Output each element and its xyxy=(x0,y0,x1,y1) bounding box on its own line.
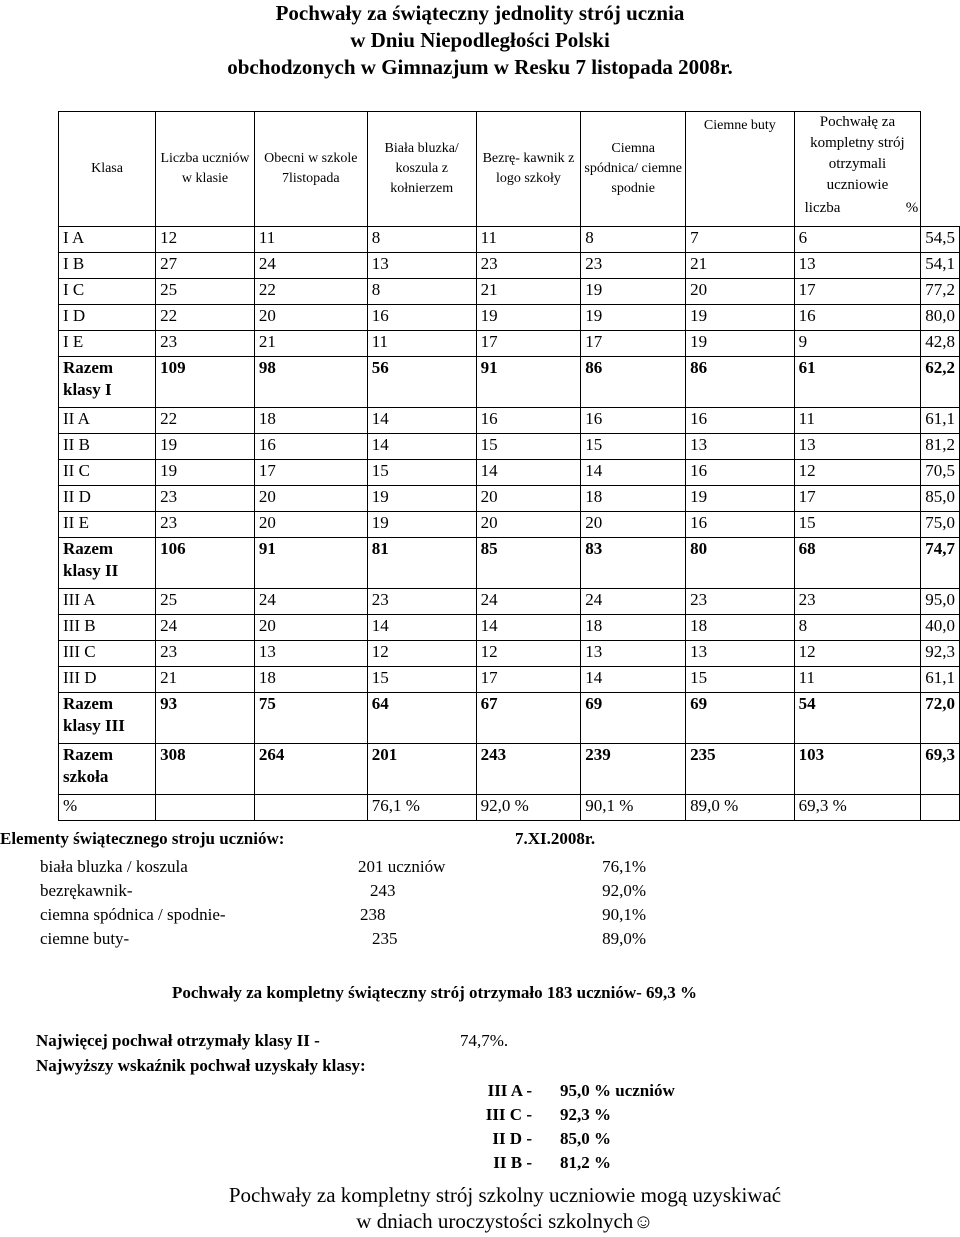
cell-klasa: III D xyxy=(59,667,156,693)
cell-value: 17 xyxy=(581,331,686,357)
cell-value: 12 xyxy=(476,641,581,667)
cell-value: 24 xyxy=(156,615,255,641)
table-row xyxy=(59,408,960,434)
cell-value: 6 xyxy=(794,227,921,253)
table-row xyxy=(59,460,960,486)
cell-value: 67 xyxy=(476,693,581,744)
element-percent: 92,0% xyxy=(602,881,646,900)
elements-heading: Elementy świątecznego stroju uczniów: xyxy=(0,829,285,848)
cell-value: 201 xyxy=(367,744,476,795)
element-name: bezrękawnik- xyxy=(40,881,133,900)
cell-value: 17 xyxy=(254,460,367,486)
cell-value: 91 xyxy=(476,357,581,408)
cell-value: 69 xyxy=(581,693,686,744)
element-count: 201 uczniów xyxy=(358,857,446,876)
cell-value: 13 xyxy=(686,434,795,460)
element-count: 235 xyxy=(372,929,398,948)
title-line-3: obchodzonych w Gimnazjum w Resku 7 listopada 2008r. xyxy=(227,55,733,79)
cell-value: 264 xyxy=(254,744,367,795)
cell-value: 18 xyxy=(686,615,795,641)
header-liczba: Liczba uczniów w klasie xyxy=(156,112,255,227)
highest-value: 81,2 % xyxy=(560,1153,611,1172)
cell-percent: 74,7 xyxy=(921,538,960,589)
table-row xyxy=(59,615,960,641)
cell-value: 19 xyxy=(686,486,795,512)
cell-value: 85 xyxy=(476,538,581,589)
cell-value: 25 xyxy=(156,279,255,305)
cell-klasa: II C xyxy=(59,460,156,486)
cell-value: 20 xyxy=(254,305,367,331)
cell-value: 235 xyxy=(686,744,795,795)
cell-value: 16 xyxy=(254,434,367,460)
cell-value: 18 xyxy=(254,667,367,693)
cell-value: 239 xyxy=(581,744,686,795)
table-row xyxy=(59,279,960,305)
cell-value: 19 xyxy=(686,331,795,357)
highest-label: Najwyższy wskaźnik pochwał uzyskały klasy: xyxy=(36,1056,366,1075)
table-row xyxy=(59,641,960,667)
cell-value: 11 xyxy=(254,227,367,253)
table-row xyxy=(59,434,960,460)
cell-value: 86 xyxy=(581,357,686,408)
cell-value: 14 xyxy=(476,615,581,641)
cell-value: 243 xyxy=(476,744,581,795)
cell-value: 12 xyxy=(367,641,476,667)
element-name: biała bluzka / koszula xyxy=(40,857,188,876)
cell-value: 23 xyxy=(156,486,255,512)
footer-line-2-text: w dniach uroczystości szkolnych xyxy=(356,1209,634,1233)
cell-value: 98 xyxy=(254,357,367,408)
cell-value: 24 xyxy=(254,589,367,615)
cell-klasa: II B xyxy=(59,434,156,460)
most-label: Najwięcej pochwał otrzymały klasy II - xyxy=(36,1031,320,1050)
cell-value: 23 xyxy=(794,589,921,615)
cell-klasa: II A xyxy=(59,408,156,434)
cell-percent-value: 89,0 % xyxy=(686,795,795,821)
cell-value: 13 xyxy=(794,434,921,460)
cell-percent: 54,5 xyxy=(921,227,960,253)
cell-value: 23 xyxy=(156,512,255,538)
cell-value: 86 xyxy=(686,357,795,408)
cell-klasa: Razem klasy I xyxy=(59,357,156,408)
table-summary-row xyxy=(59,744,960,795)
cell-value: 61 xyxy=(794,357,921,408)
cell-value: 16 xyxy=(581,408,686,434)
header-pct-sub: % xyxy=(905,200,919,216)
cell-value: 16 xyxy=(686,408,795,434)
cell-percent: 62,2 xyxy=(921,357,960,408)
cell-value: 15 xyxy=(476,434,581,460)
cell-value: 17 xyxy=(794,279,921,305)
highest-value: 85,0 % xyxy=(560,1129,611,1148)
cell-value: 14 xyxy=(581,667,686,693)
table-row xyxy=(59,253,960,279)
cell-percent-value: 76,1 % xyxy=(367,795,476,821)
cell-value: 16 xyxy=(367,305,476,331)
title-line-1: Pochwały za świąteczny jednolity strój ucznia xyxy=(275,1,685,25)
cell-value: 11 xyxy=(794,408,921,434)
cell-value: 18 xyxy=(254,408,367,434)
cell-value: 20 xyxy=(686,279,795,305)
cell-value: 69 xyxy=(686,693,795,744)
cell-value: 20 xyxy=(476,512,581,538)
cell-value: 15 xyxy=(686,667,795,693)
cell-value: 15 xyxy=(794,512,921,538)
element-name: ciemne buty- xyxy=(40,929,130,948)
cell-klasa: I D xyxy=(59,305,156,331)
cell-value: 14 xyxy=(367,615,476,641)
cell-value: 8 xyxy=(581,227,686,253)
cell-value: 24 xyxy=(476,589,581,615)
highest-class: III C - xyxy=(485,1105,532,1124)
header-spodnica: Ciemna spódnica/ ciemne spodnie xyxy=(581,112,686,227)
cell-klasa: I E xyxy=(59,331,156,357)
cell-value: 68 xyxy=(794,538,921,589)
cell-value: 19 xyxy=(581,305,686,331)
table-row xyxy=(59,667,960,693)
cell-klasa: Razem klasy III xyxy=(59,693,156,744)
cell-value: 8 xyxy=(367,279,476,305)
element-percent: 90,1% xyxy=(602,905,646,924)
footer-line-1: Pochwały za kompletny strój szkolny uczniowie mogą uzyskiwać xyxy=(228,1183,782,1207)
cell-value: 14 xyxy=(367,434,476,460)
cell-percent: 54,1 xyxy=(921,253,960,279)
summary-text: Pochwały za kompletny świąteczny strój otrzymało 183 uczniów- 69,3 % xyxy=(172,983,698,1002)
elements-date: 7.XI.2008r. xyxy=(515,829,596,848)
cell-value: 81 xyxy=(367,538,476,589)
cell-value: 11 xyxy=(476,227,581,253)
cell-value: 21 xyxy=(254,331,367,357)
header-pochwale-label: Pochwałę za kompletny strój otrzymali uczniowie xyxy=(810,114,905,193)
cell-value: 23 xyxy=(581,253,686,279)
cell-percent: 80,0 xyxy=(921,305,960,331)
cell-percent: 75,0 xyxy=(921,512,960,538)
cell-value: 24 xyxy=(254,253,367,279)
highest-value: 92,3 % xyxy=(560,1105,611,1124)
cell-value: 20 xyxy=(254,486,367,512)
cell-value: 103 xyxy=(794,744,921,795)
highest-class: III A - xyxy=(487,1081,532,1100)
cell-klasa: Razem szkoła xyxy=(59,744,156,795)
results-table xyxy=(58,111,960,821)
element-percent: 89,0% xyxy=(602,929,646,948)
cell-value: 20 xyxy=(254,615,367,641)
cell-value: 308 xyxy=(156,744,255,795)
cell-value: 20 xyxy=(581,512,686,538)
cell-percent: 81,2 xyxy=(921,434,960,460)
cell-percent-value xyxy=(156,795,255,821)
cell-value: 15 xyxy=(581,434,686,460)
element-name: ciemna spódnica / spodnie- xyxy=(40,905,226,924)
table-row xyxy=(59,486,960,512)
element-count: 238 xyxy=(360,905,386,924)
cell-klasa: III C xyxy=(59,641,156,667)
cell-value: 14 xyxy=(581,460,686,486)
table-row xyxy=(59,589,960,615)
cell-value: 19 xyxy=(581,279,686,305)
cell-value: 15 xyxy=(367,460,476,486)
cell-percent: 92,3 xyxy=(921,641,960,667)
cell-value: 7 xyxy=(686,227,795,253)
cell-value: 25 xyxy=(156,589,255,615)
cell-klasa: II E xyxy=(59,512,156,538)
cell-klasa: III B xyxy=(59,615,156,641)
table-header-row xyxy=(59,112,960,227)
cell-value: 64 xyxy=(367,693,476,744)
cell-value: 22 xyxy=(156,408,255,434)
cell-klasa: II D xyxy=(59,486,156,512)
cell-value: 18 xyxy=(581,615,686,641)
cell-percent: 42,8 xyxy=(921,331,960,357)
cell-klasa: III A xyxy=(59,589,156,615)
footer-line-2 xyxy=(0,1208,960,1235)
cell-value: 15 xyxy=(367,667,476,693)
cell-klasa: % xyxy=(59,795,156,821)
cell-value: 27 xyxy=(156,253,255,279)
cell-value: 23 xyxy=(686,589,795,615)
highest-class: II D - xyxy=(492,1129,532,1148)
most-value: 74,7%. xyxy=(460,1031,509,1050)
cell-value: 21 xyxy=(156,667,255,693)
smiley-icon: ☺ xyxy=(633,1211,654,1233)
cell-percent: 72,0 xyxy=(921,693,960,744)
cell-value: 106 xyxy=(156,538,255,589)
cell-value: 13 xyxy=(254,641,367,667)
cell-value: 19 xyxy=(156,434,255,460)
table-row xyxy=(59,305,960,331)
table-summary-row xyxy=(59,693,960,744)
cell-value: 54 xyxy=(794,693,921,744)
cell-value: 23 xyxy=(476,253,581,279)
cell-value: 23 xyxy=(367,589,476,615)
table-summary-row xyxy=(59,357,960,408)
cell-klasa: I B xyxy=(59,253,156,279)
cell-value: 23 xyxy=(156,331,255,357)
table-row xyxy=(59,331,960,357)
header-liczba-sub: liczba xyxy=(804,200,841,216)
cell-value: 19 xyxy=(686,305,795,331)
cell-value: 17 xyxy=(476,331,581,357)
cell-percent-value: 92,0 % xyxy=(476,795,581,821)
cell-value: 19 xyxy=(367,512,476,538)
cell-value: 8 xyxy=(367,227,476,253)
cell-value: 21 xyxy=(476,279,581,305)
cell-value: 14 xyxy=(476,460,581,486)
cell-value: 19 xyxy=(476,305,581,331)
cell-value: 9 xyxy=(794,331,921,357)
cell-value: 16 xyxy=(686,460,795,486)
cell-value: 23 xyxy=(156,641,255,667)
cell-value: 24 xyxy=(581,589,686,615)
table-summary-row xyxy=(59,538,960,589)
cell-value: 13 xyxy=(686,641,795,667)
cell-percent: 61,1 xyxy=(921,667,960,693)
highest-class: II B - xyxy=(493,1153,532,1172)
cell-value: 21 xyxy=(686,253,795,279)
cell-value: 14 xyxy=(367,408,476,434)
cell-value: 93 xyxy=(156,693,255,744)
cell-value: 16 xyxy=(686,512,795,538)
cell-value: 16 xyxy=(794,305,921,331)
element-percent: 76,1% xyxy=(602,857,646,876)
cell-percent: 85,0 xyxy=(921,486,960,512)
header-obecni: Obecni w szkole 7listopada xyxy=(254,112,367,227)
cell-value: 16 xyxy=(476,408,581,434)
cell-value: 13 xyxy=(794,253,921,279)
cell-value: 80 xyxy=(686,538,795,589)
cell-value: 91 xyxy=(254,538,367,589)
cell-value: 13 xyxy=(581,641,686,667)
cell-value: 83 xyxy=(581,538,686,589)
header-pochwale xyxy=(794,112,921,227)
cell-value: 19 xyxy=(156,460,255,486)
cell-value: 17 xyxy=(794,486,921,512)
cell-percent: 40,0 xyxy=(921,615,960,641)
cell-percent-value xyxy=(254,795,367,821)
header-buty: Ciemne buty xyxy=(686,112,795,227)
highest-value: 95,0 % uczniów xyxy=(560,1081,675,1100)
cell-value: 20 xyxy=(254,512,367,538)
cell-value: 12 xyxy=(794,460,921,486)
cell-percent: 61,1 xyxy=(921,408,960,434)
cell-percent: 77,2 xyxy=(921,279,960,305)
table-percent-row xyxy=(59,795,960,821)
cell-percent: 70,5 xyxy=(921,460,960,486)
cell-value: 109 xyxy=(156,357,255,408)
cell-value: 17 xyxy=(476,667,581,693)
cell-percent-value: 90,1 % xyxy=(581,795,686,821)
cell-klasa: I A xyxy=(59,227,156,253)
cell-value: 8 xyxy=(794,615,921,641)
cell-percent-value: 69,3 % xyxy=(794,795,921,821)
cell-klasa: Razem klasy II xyxy=(59,538,156,589)
cell-value: 19 xyxy=(367,486,476,512)
cell-percent: 95,0 xyxy=(921,589,960,615)
header-biala: Biała bluzka/ koszula z kołnierzem xyxy=(367,112,476,227)
cell-value: 20 xyxy=(476,486,581,512)
cell-value: 13 xyxy=(367,253,476,279)
cell-value: 56 xyxy=(367,357,476,408)
cell-percent-value xyxy=(921,795,960,821)
cell-value: 22 xyxy=(156,305,255,331)
cell-value: 18 xyxy=(581,486,686,512)
cell-value: 11 xyxy=(367,331,476,357)
cell-value: 12 xyxy=(156,227,255,253)
cell-value: 22 xyxy=(254,279,367,305)
header-klasa: Klasa xyxy=(59,112,156,227)
table-row xyxy=(59,227,960,253)
cell-value: 75 xyxy=(254,693,367,744)
element-count: 243 xyxy=(370,881,396,900)
title-line-2: w Dniu Niepodległości Polski xyxy=(350,28,610,52)
cell-value: 12 xyxy=(794,641,921,667)
table-row xyxy=(59,512,960,538)
cell-klasa: I C xyxy=(59,279,156,305)
header-bezrekawnik: Bezrę- kawnik z logo szkoły xyxy=(476,112,581,227)
cell-percent: 69,3 xyxy=(921,744,960,795)
cell-value: 11 xyxy=(794,667,921,693)
